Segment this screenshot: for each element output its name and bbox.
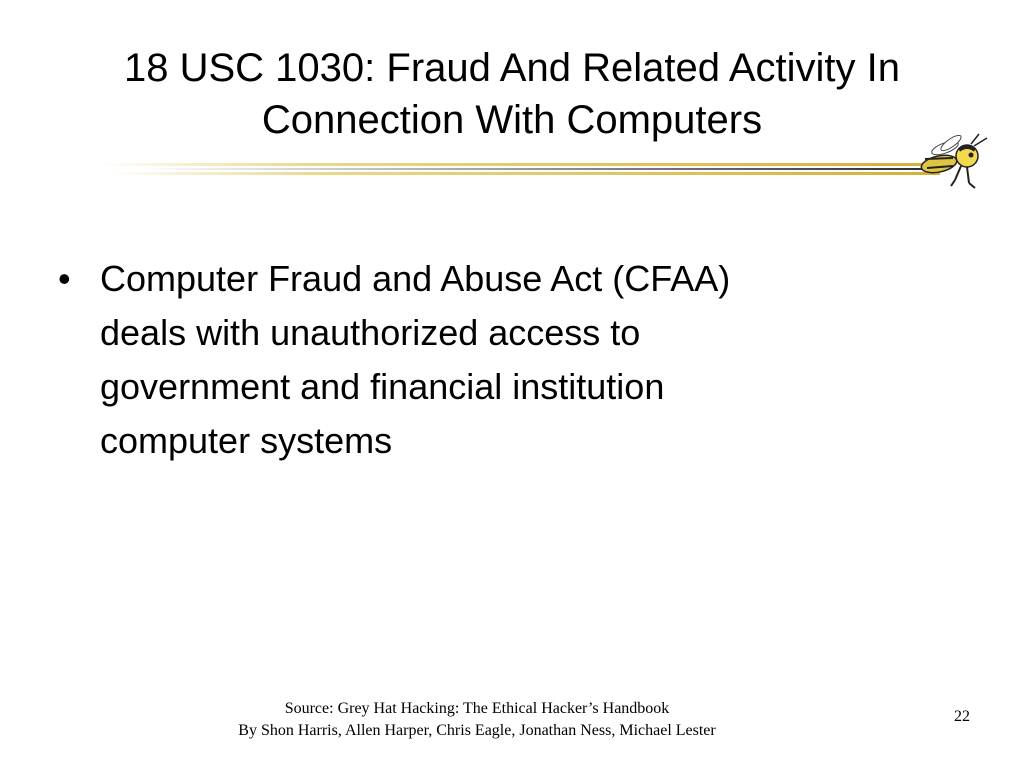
bullet-text: [100, 252, 938, 468]
page-number: 22: [954, 708, 970, 725]
footer-source-line-1: Source: Grey Hat Hacking: The Ethical Hacker’s Handbook: [284, 700, 670, 717]
bullet-list: [58, 252, 938, 468]
slide-title-line-2: Connection With Computers: [261, 98, 763, 142]
bullet-item: [58, 252, 938, 468]
footer-source: [140, 698, 814, 742]
bullet-line-1: Computer Fraud and Abuse Act (CFAA): [100, 258, 731, 299]
slide-title-line-1: 18 USC 1030: Fraud And Related Activity In: [124, 46, 900, 90]
slide-title: [40, 42, 984, 146]
yellow-jacket-bee-icon: [915, 128, 995, 190]
bullet-marker: •: [58, 258, 71, 299]
bullet-line-4: computer systems: [100, 420, 393, 461]
bullet-line-3: government and financial institution: [100, 366, 665, 407]
footer-source-line-2: By Shon Harris, Allen Harper, Chris Eagle, Jonathan Ness, Michael Lester: [238, 722, 716, 739]
bullet-line-2: deals with unauthorized access to: [100, 312, 641, 353]
title-divider: [100, 157, 940, 181]
